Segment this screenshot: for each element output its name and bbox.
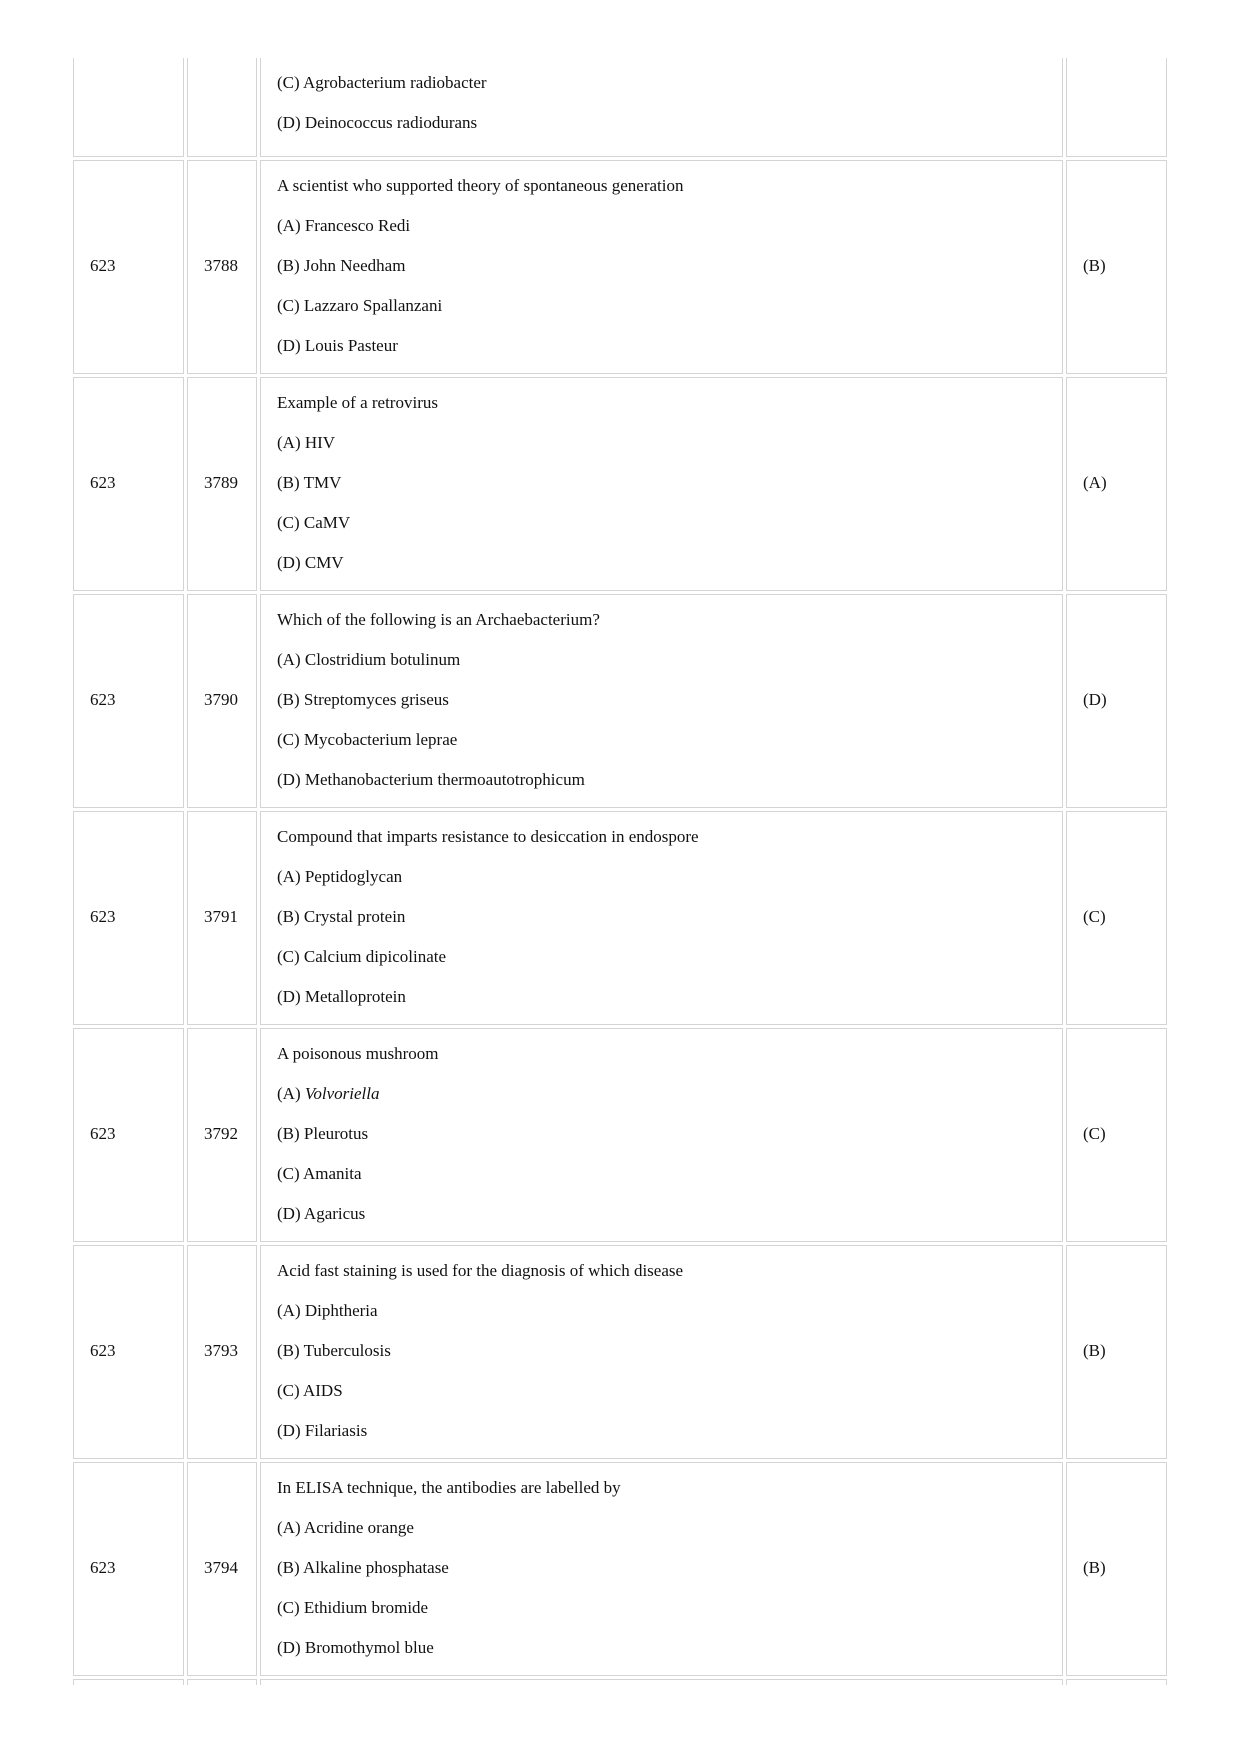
question-text: A poisonous mushroom [277,1044,439,1063]
question-text: Example of a retrovirus [277,393,438,412]
option-text: (D) Bromothymol blue [277,1638,434,1657]
table-cell-qno [187,1245,257,1459]
question-text: Compound that imparts resistance to desiccation in endospore [277,827,699,846]
question-number: 3790 [204,690,238,709]
question-number: 3789 [204,473,238,492]
table-cell-question [260,594,1063,808]
table-cell-answer [1066,377,1167,591]
answer-key: (C) [1083,1124,1106,1143]
paper-code: 623 [90,1558,116,1577]
option-text: (C) Lazzaro Spallanzani [277,296,443,315]
paper-code: 623 [90,907,116,926]
table-cell-qno [187,58,257,157]
table-cell-code [73,811,184,1025]
question-table [73,58,1167,1685]
option-text: (D) Agaricus [277,1204,366,1223]
question-text: Which of the following is an Archaebacterium? [277,610,600,629]
option-text: (A) Clostridium botulinum [277,650,461,669]
question-number: 3793 [204,1341,238,1360]
table-cell-code [73,594,184,808]
table-cell-question [260,1679,1063,1685]
table-cell-code [73,160,184,374]
table-cell-question [260,377,1063,591]
option-text: (C) Amanita [277,1164,362,1183]
option-text: (B) TMV [277,473,342,492]
option-text: (B) John Needham [277,256,406,275]
table-cell-qno [187,594,257,808]
table-cell-answer [1066,1462,1167,1676]
option-label: (A) [277,1084,305,1103]
answer-key: (A) [1083,473,1107,492]
table-cell-question [260,58,1063,157]
table-cell-code [73,58,184,157]
option-text: (D) Filariasis [277,1421,368,1440]
option-text: (B) Alkaline phosphatase [277,1558,449,1577]
option-text: (B) Streptomyces griseus [277,690,449,709]
option-text: (C) Mycobacterium leprae [277,730,458,749]
option-text: (D) CMV [277,553,344,572]
table-cell-code [73,377,184,591]
option-text: (B) Pleurotus [277,1124,369,1143]
paper-code: 623 [90,473,116,492]
table-cell-qno [187,377,257,591]
table-cell-answer [1066,160,1167,374]
table-cell-answer [1066,811,1167,1025]
paper-code: 623 [90,1341,116,1360]
question-number: 3794 [204,1558,238,1577]
table-cell-code [73,1679,184,1685]
table-cell-code [73,1462,184,1676]
option-text: (B) Crystal protein [277,907,406,926]
table-cell-question [260,1028,1063,1242]
option-text: (D) Louis Pasteur [277,336,398,355]
option-text: (A) Diphtheria [277,1301,378,1320]
question-text: In ELISA technique, the antibodies are labelled by [277,1478,621,1497]
option-text: (A) Acridine orange [277,1518,414,1537]
table-cell-qno [187,1679,257,1685]
option-text: (C) Agrobacterium radiobacter [277,73,487,92]
question-number: 3791 [204,907,238,926]
question-number: 3788 [204,256,238,275]
table-cell-qno [187,1462,257,1676]
option-text: (C) AIDS [277,1381,343,1400]
table-cell-qno [187,811,257,1025]
table-cell-question [260,1462,1063,1676]
table-cell-question [260,1245,1063,1459]
option-text: (A) Peptidoglycan [277,867,403,886]
table-cell-qno [187,1028,257,1242]
answer-key: (B) [1083,1558,1106,1577]
option-text: (D) Deinococcus radiodurans [277,113,478,132]
table-cell-code [73,1028,184,1242]
table-cell-code [73,1245,184,1459]
table-cell-answer [1066,1679,1167,1685]
option-text: (A) Francesco Redi [277,216,411,235]
answer-key: (D) [1083,690,1107,709]
table-cell-answer [1066,58,1167,157]
question-number: 3792 [204,1124,238,1143]
option-text: (B) Tuberculosis [277,1341,391,1360]
answer-key: (B) [1083,1341,1106,1360]
option-text: (D) Metalloprotein [277,987,406,1006]
table-cell-answer [1066,1028,1167,1242]
paper-code: 623 [90,1124,116,1143]
answer-key: (B) [1083,256,1106,275]
table-cell-question [260,811,1063,1025]
question-text: Acid fast staining is used for the diagnosis of which disease [277,1261,684,1280]
table-cell-answer [1066,594,1167,808]
option-text: (C) Calcium dipicolinate [277,947,447,966]
paper-code: 623 [90,256,116,275]
option-text: (A) HIV [277,433,336,452]
table-cell-qno [187,160,257,374]
option-text: (D) Methanobacterium thermoautotrophicum [277,770,585,789]
option-text: (C) CaMV [277,513,351,532]
option-text: (C) Ethidium bromide [277,1598,429,1617]
paper-code: 623 [90,690,116,709]
answer-key: (C) [1083,907,1106,926]
table-cell-question [260,160,1063,374]
table-cell-answer [1066,1245,1167,1459]
option-italic-text: Volvoriella [304,1084,380,1103]
question-text: A scientist who supported theory of spontaneous generation [277,176,684,195]
option-text [277,1084,379,1104]
